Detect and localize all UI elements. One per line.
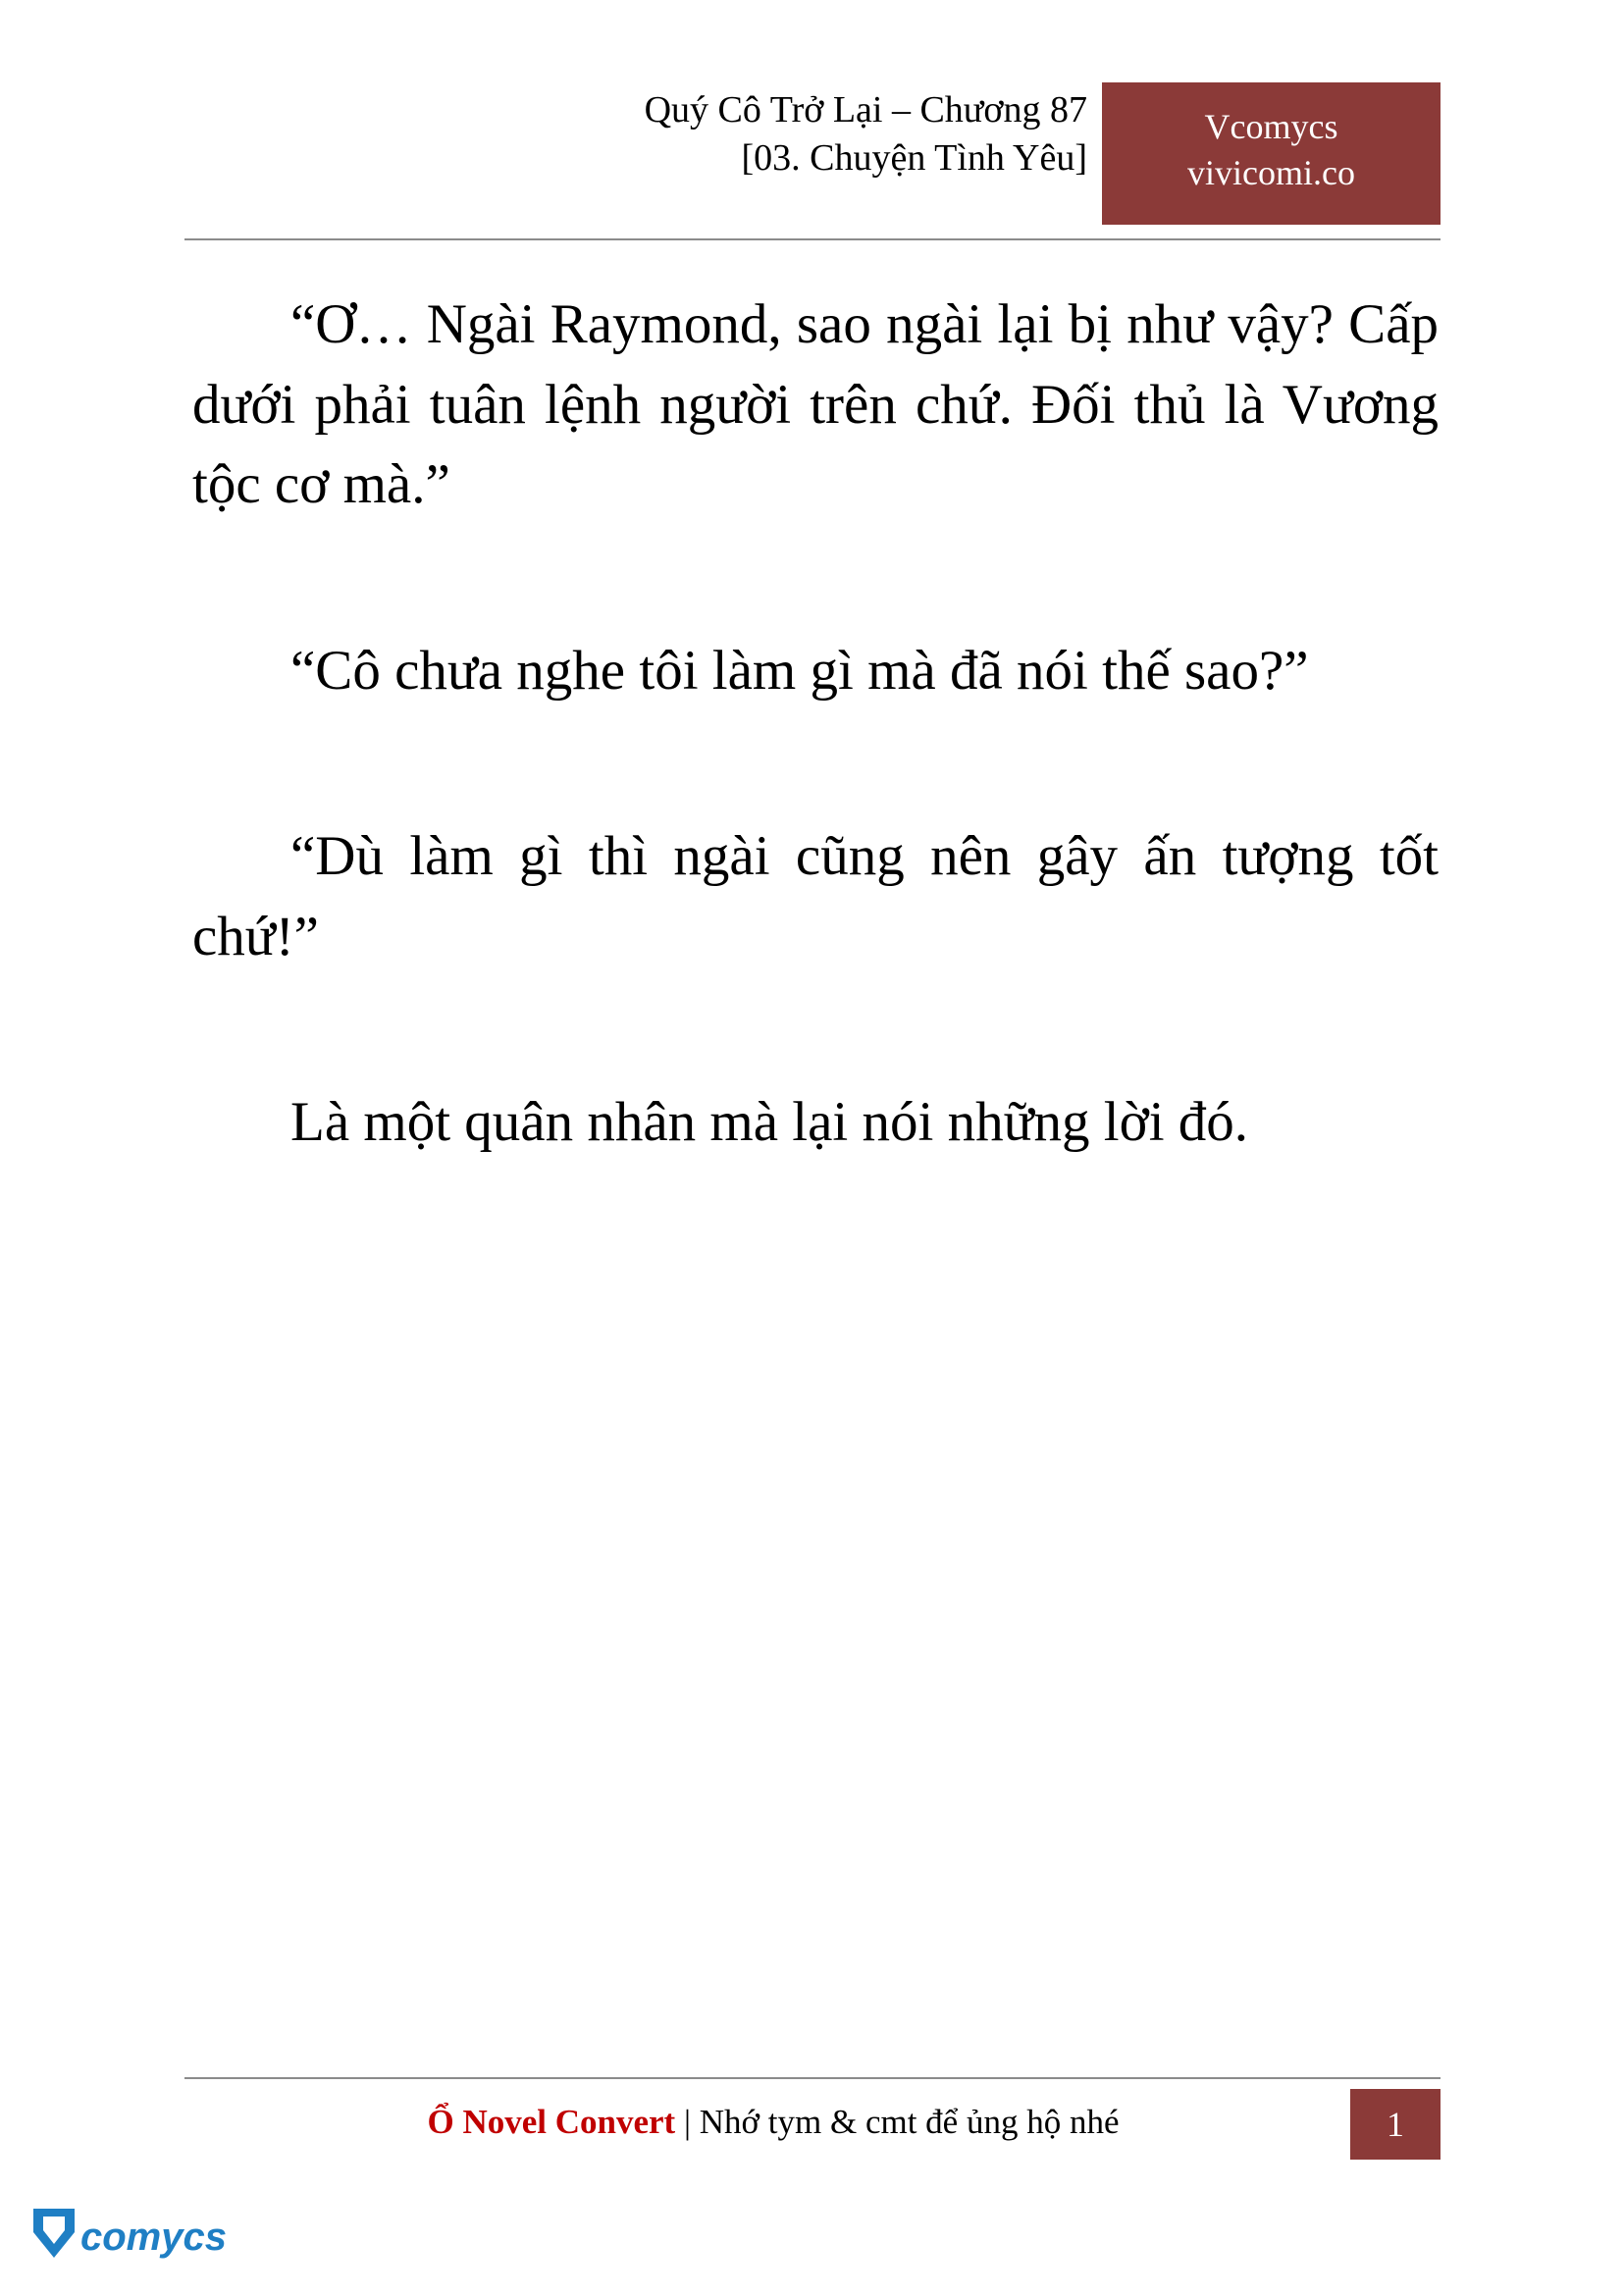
- vcomycs-watermark-logo: [29, 2203, 255, 2279]
- footer-divider: [184, 2077, 1441, 2079]
- paragraph: Là một quân nhân mà lại nói những lời đó.: [290, 1091, 1249, 1153]
- site-badge-url: vivicomi.co: [1187, 152, 1355, 192]
- header-divider: [184, 238, 1441, 240]
- paragraph: “Cô chưa nghe tôi làm gì mà đã nói thế sao?”: [290, 639, 1309, 702]
- paragraph: “Dù làm gì thì ngài cũng nên gây ấn tượng tốt chứ!”: [192, 825, 1439, 967]
- footer-brand: Ổ Novel Convert: [427, 2103, 676, 2141]
- page-content: [192, 285, 1439, 1163]
- page-number: 1: [1350, 2089, 1441, 2160]
- chapter-title-line2: [03. Chuyện Tình Yêu]: [741, 136, 1087, 179]
- chapter-title: [184, 86, 1087, 182]
- chapter-title-line1: Quý Cô Trở Lại – Chương 87: [644, 89, 1087, 130]
- site-badge-brand: Vcomycs: [1204, 107, 1338, 146]
- page-header: [184, 86, 1441, 234]
- svg-text:comycs: comycs: [80, 2216, 227, 2259]
- footer-separator: |: [675, 2103, 700, 2141]
- site-badge: [1102, 82, 1441, 225]
- page-footer: [184, 2093, 1441, 2164]
- footer-note: Nhớ tym & cmt để ủng hộ nhé: [699, 2103, 1120, 2141]
- footer-credit: [184, 2103, 1362, 2142]
- paragraph: “Ơ… Ngài Raymond, sao ngài lại bị như vậy? Cấp dưới phải tuân lệnh người trên chứ. Đối thủ là Vương tộc cơ mà.”: [192, 293, 1439, 515]
